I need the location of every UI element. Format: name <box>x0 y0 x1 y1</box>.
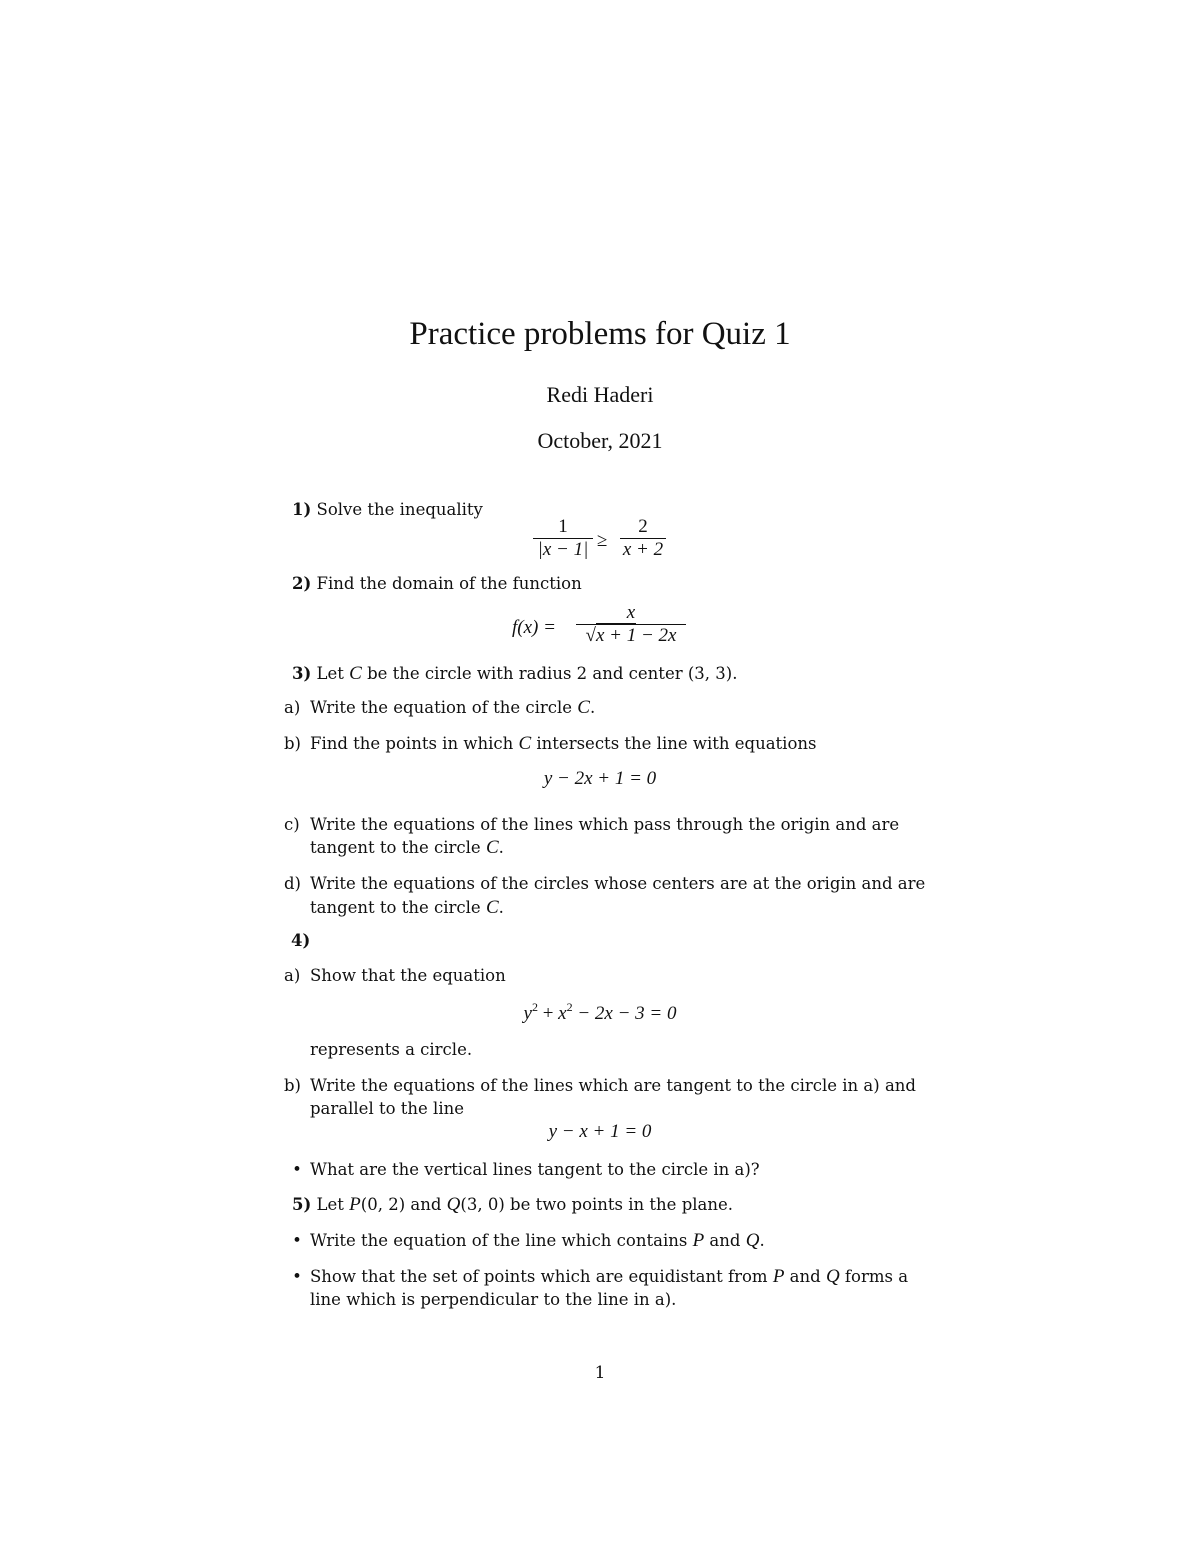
math-var: x <box>558 1003 567 1024</box>
page-number: 1 <box>594 1363 606 1383</box>
math-var: Q <box>745 1230 760 1251</box>
problem-4-number: 4) <box>291 931 311 950</box>
denominator-rest: − 2x <box>636 625 677 646</box>
sqrt-radicand: x + 1 <box>595 625 637 646</box>
line-equation: y − 2x + 1 = 0 <box>543 768 657 789</box>
function-lhs: f(x) = <box>512 617 556 638</box>
text-segment: intersects the line with equations <box>531 734 817 753</box>
text-segment: Let <box>316 664 350 683</box>
text-segment: Write the equations of the circles whose centers are at the origin and are <box>310 874 926 893</box>
text-segment: . <box>498 898 504 917</box>
text-segment: Write the equations of the lines which pass through the origin and are <box>310 815 900 834</box>
part-label: c) <box>284 815 300 834</box>
bullet-icon: • <box>292 1267 302 1286</box>
math-var: P <box>772 1266 785 1287</box>
equation-rest: − 2x − 3 = 0 <box>572 1003 677 1024</box>
problem-4a <box>284 965 506 987</box>
document-date: October, 2021 <box>537 428 663 453</box>
text-segment: Write the equation of the circle <box>310 698 578 717</box>
text-segment: tangent to the circle <box>310 898 486 917</box>
math-var: C <box>577 697 590 718</box>
bullet-icon: • <box>292 1160 302 1179</box>
fraction-denominator: x + 2 <box>622 539 664 560</box>
problem-number: 5) <box>292 1195 312 1214</box>
fraction-denominator: |x − 1| <box>537 539 589 560</box>
text-segment: Find the points in which <box>310 734 519 753</box>
problem-5-statement <box>292 1194 733 1216</box>
problem-number: 3) <box>292 664 312 683</box>
math-var: Q <box>825 1266 840 1287</box>
text-segment: Show that the set of points which are equidistant from <box>310 1267 773 1286</box>
part-label: a) <box>284 966 301 985</box>
math-var: Q <box>446 1194 461 1215</box>
exponent: 2 <box>566 1000 573 1014</box>
math-var: C <box>518 733 532 754</box>
problem-3c-continued <box>310 837 504 859</box>
problem-text: Find the domain of the function <box>316 574 582 593</box>
text-segment: What are the vertical lines tangent to the circle in a)? <box>310 1160 760 1179</box>
part-label: b) <box>284 734 301 753</box>
exponent: 2 <box>531 1000 538 1014</box>
problem-4b-continued: parallel to the line <box>310 1099 464 1118</box>
text-segment: forms a <box>839 1267 909 1286</box>
text-segment: (3, 0) <box>460 1195 505 1214</box>
problem-2-statement <box>292 573 582 595</box>
text-segment: (0, 2) <box>360 1195 406 1214</box>
problem-4b <box>284 1075 916 1097</box>
text-segment: be two points in the plane. <box>504 1195 734 1214</box>
problem-number: 1) <box>292 500 312 519</box>
problem-3a <box>284 697 595 719</box>
text-segment: and <box>405 1195 447 1214</box>
problem-5-bullet-1 <box>284 1230 765 1252</box>
math-var: C <box>349 663 362 684</box>
math-var: C <box>485 897 499 918</box>
problem-number: 2) <box>292 574 312 593</box>
math-var: y <box>523 1003 532 1024</box>
text-segment: tangent to the circle <box>310 838 486 857</box>
bullet-icon: • <box>292 1231 302 1250</box>
problem-3b <box>284 733 817 755</box>
part-label: d) <box>284 874 301 893</box>
part-label: b) <box>284 1076 301 1095</box>
problem-3c <box>284 814 899 836</box>
text-segment: Write the equations of the lines which are tangent to the circle in a) and <box>310 1076 916 1095</box>
problem-1-statement <box>292 499 483 521</box>
document-title: Practice problems for Quiz 1 <box>409 316 791 352</box>
math-var: C <box>485 837 499 858</box>
problem-3d <box>284 873 925 895</box>
fraction-numerator: 1 <box>558 516 568 537</box>
math-var: P <box>692 1230 705 1251</box>
text-segment: . <box>498 838 504 857</box>
document-author: Redi Haderi <box>546 382 654 407</box>
text-segment: be the circle with radius 2 and center (3, 3). <box>361 664 738 683</box>
problem-text: Solve the inequality <box>316 500 483 519</box>
text-segment: . <box>589 698 596 717</box>
circle-equation <box>0 1000 1200 1025</box>
plus-sign: + <box>537 1003 559 1024</box>
text-segment: and <box>704 1231 746 1250</box>
inequality-relation: ≥ <box>597 530 608 551</box>
problem-5-bullet-2 <box>284 1266 908 1288</box>
parallel-line-equation: y − x + 1 = 0 <box>548 1121 652 1142</box>
problem-4-bullet <box>284 1159 760 1181</box>
text-segment: Write the equation of the line which contains <box>310 1231 693 1250</box>
text-segment: Let <box>316 1195 350 1214</box>
math-var: P <box>349 1194 361 1215</box>
problem-4a-after: represents a circle. <box>310 1040 473 1059</box>
fraction-numerator: 2 <box>638 516 648 537</box>
text-segment: and <box>784 1267 826 1286</box>
text-segment: Show that the equation <box>310 966 506 985</box>
fraction-numerator: x <box>626 602 636 623</box>
fraction-denominator: √x + 1 − 2x <box>585 625 677 646</box>
text-segment: . <box>759 1231 765 1250</box>
problem-3d-continued <box>310 897 504 919</box>
problem-5-bullet-2-continued: line which is perpendicular to the line in a). <box>310 1290 677 1309</box>
part-label: a) <box>284 698 301 717</box>
problem-3-statement <box>292 663 737 685</box>
